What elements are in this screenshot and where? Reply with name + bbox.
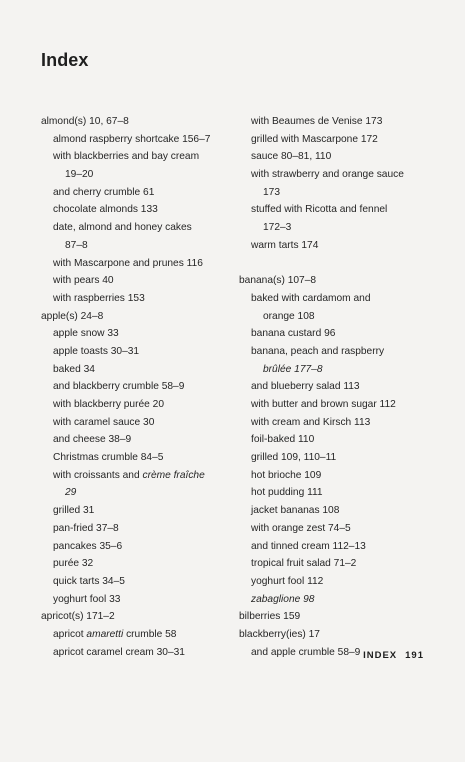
index-subentry: [41, 272, 241, 290]
index-continuation: [41, 237, 241, 255]
index-subentry: [41, 555, 241, 573]
index-continuation: [41, 484, 241, 502]
index-text: yoghurt fool 112: [251, 575, 324, 587]
index-text: with caramel sauce 30: [53, 416, 155, 428]
index-text: chocolate almonds 133: [53, 204, 158, 216]
index-subentry: [239, 148, 439, 166]
index-text: and apple crumble 58–9: [251, 646, 361, 658]
index-subentry: [41, 201, 241, 219]
index-subentry: [239, 131, 439, 149]
index-text: with pears 40: [53, 275, 114, 287]
index-subentry: [41, 343, 241, 361]
index-subentry: [239, 502, 439, 520]
index-subentry: [41, 538, 241, 556]
index-subentry: [239, 431, 439, 449]
index-text: purée 32: [53, 558, 94, 570]
footer-section-label: INDEX: [363, 650, 398, 661]
index-text: with strawberry and orange sauce: [251, 169, 404, 181]
index-subentry: [41, 591, 241, 609]
index-spacer: [239, 255, 439, 273]
index-subentry: [41, 361, 241, 379]
index-text: with blackberries and bay cream: [53, 151, 200, 163]
index-subentry: [41, 396, 241, 414]
index-text: yoghurt fool 33: [53, 593, 121, 605]
index-text: bilberries 159: [239, 611, 301, 623]
index-text: grilled 31: [53, 505, 95, 517]
index-subentry: [239, 538, 439, 556]
index-subentry: [239, 467, 439, 485]
index-text: brûlée 177–8: [263, 363, 323, 375]
index-subentry: [239, 484, 439, 502]
index-subentry: [41, 502, 241, 520]
index-text: date, almond and honey cakes: [53, 222, 192, 234]
index-text: and tinned cream 112–13: [251, 540, 366, 552]
index-subentry: [239, 343, 439, 361]
index-text: with raspberries 153: [53, 292, 145, 304]
index-text: stuffed with Ricotta and fennel: [251, 204, 388, 216]
index-text: grilled 109, 110–11: [251, 452, 337, 464]
index-text: pancakes 35–6: [53, 540, 123, 552]
index-main-entry: [41, 308, 241, 326]
index-subentry: [239, 449, 439, 467]
index-continuation: [41, 166, 241, 184]
index-subentry: [239, 591, 439, 609]
index-text: banana custard 96: [251, 328, 336, 340]
index-text: orange 108: [263, 310, 315, 322]
index-text: apple(s) 24–8: [41, 310, 104, 322]
index-text: amaretti: [86, 628, 124, 640]
index-subentry: [239, 113, 439, 131]
index-text: with croissants and: [53, 469, 143, 481]
index-text: baked 34: [53, 363, 95, 375]
index-text: jacket bananas 108: [251, 505, 340, 517]
index-subentry: [41, 431, 241, 449]
index-text: and cherry crumble 61: [53, 186, 155, 198]
index-text: baked with cardamom and: [251, 292, 371, 304]
index-text: with cream and Kirsch 113: [251, 416, 371, 428]
index-subentry: [239, 325, 439, 343]
index-subentry: [41, 467, 241, 485]
index-subentry: [41, 520, 241, 538]
index-subentry: [41, 131, 241, 149]
index-subentry: [41, 184, 241, 202]
index-text: and blackberry crumble 58–9: [53, 381, 185, 393]
index-text: with Beaumes de Venise 173: [251, 116, 383, 127]
index-subentry: [41, 573, 241, 591]
index-subentry: [239, 201, 439, 219]
index-text: foil-baked 110: [251, 434, 315, 446]
index-text: banana, peach and raspberry: [251, 345, 385, 357]
index-subentry: [239, 396, 439, 414]
index-subentry: [239, 520, 439, 538]
index-main-entry: [41, 608, 241, 626]
index-subentry: [239, 573, 439, 591]
index-main-entry: [41, 113, 241, 131]
index-subentry: [41, 414, 241, 432]
index-text: apple toasts 30–31: [53, 345, 140, 357]
index-text: with butter and brown sugar 112: [251, 399, 396, 410]
index-subentry: [41, 219, 241, 237]
index-text: banana(s) 107–8: [239, 275, 317, 287]
index-text: 19–20: [65, 169, 94, 181]
index-text: zabaglione 98: [251, 593, 315, 605]
index-subentry: [239, 166, 439, 184]
index-text: 29: [65, 487, 77, 499]
index-subentry: [41, 626, 241, 644]
page-footer: [0, 650, 424, 661]
index-column-left: [41, 113, 241, 661]
index-text: 87–8: [65, 239, 88, 251]
index-text: apple snow 33: [53, 328, 119, 340]
index-subentry: [41, 325, 241, 343]
index-text: crème fraîche: [142, 469, 205, 481]
index-subentry: [41, 378, 241, 396]
index-text: hot pudding 111: [251, 487, 323, 499]
index-text: with orange zest 74–5: [251, 522, 351, 534]
index-subentry: [239, 414, 439, 432]
index-text: 173: [263, 186, 280, 198]
index-subentry: [239, 290, 439, 308]
page-number: 191: [405, 650, 424, 661]
index-text: apricot: [53, 628, 87, 640]
index-text: 172–3: [263, 222, 292, 234]
index-text: apricot(s) 171–2: [41, 611, 115, 623]
index-text: almond(s) 10, 67–8: [41, 116, 129, 127]
index-subentry: [239, 378, 439, 396]
index-main-entry: [239, 608, 439, 626]
index-text: hot brioche 109: [251, 469, 322, 481]
index-continuation: [239, 361, 439, 379]
index-subentry: [41, 449, 241, 467]
index-subentry: [41, 255, 241, 273]
index-main-entry: [239, 626, 439, 644]
index-text: crumble 58: [123, 628, 177, 640]
index-continuation: [239, 308, 439, 326]
index-text: grilled with Mascarpone 172: [251, 133, 378, 145]
index-text: and blueberry salad 113: [251, 381, 360, 393]
index-text: tropical fruit salad 71–2: [251, 558, 357, 570]
index-text: apricot caramel cream 30–31: [53, 646, 185, 658]
index-continuation: [239, 219, 439, 237]
index-text: blackberry(ies) 17: [239, 628, 320, 640]
index-continuation: [239, 184, 439, 202]
index-subentry: [41, 148, 241, 166]
index-text: with Mascarpone and prunes 116: [53, 257, 203, 269]
index-text: almond raspberry shortcake 156–7: [53, 133, 211, 145]
index-text: and cheese 38–9: [53, 434, 132, 446]
index-text: quick tarts 34–5: [53, 575, 125, 587]
index-subentry: [41, 290, 241, 308]
index-subentry: [239, 237, 439, 255]
page-title: Index: [41, 50, 89, 70]
index-subentry: [239, 555, 439, 573]
index-text: pan-fried 37–8: [53, 522, 119, 534]
index-text: Christmas crumble 84–5: [53, 452, 164, 464]
index-column-right: [239, 113, 439, 661]
index-main-entry: [239, 272, 439, 290]
index-text: warm tarts 174: [251, 239, 319, 251]
index-text: with blackberry purée 20: [53, 399, 164, 410]
index-text: sauce 80–81, 110: [251, 151, 332, 163]
